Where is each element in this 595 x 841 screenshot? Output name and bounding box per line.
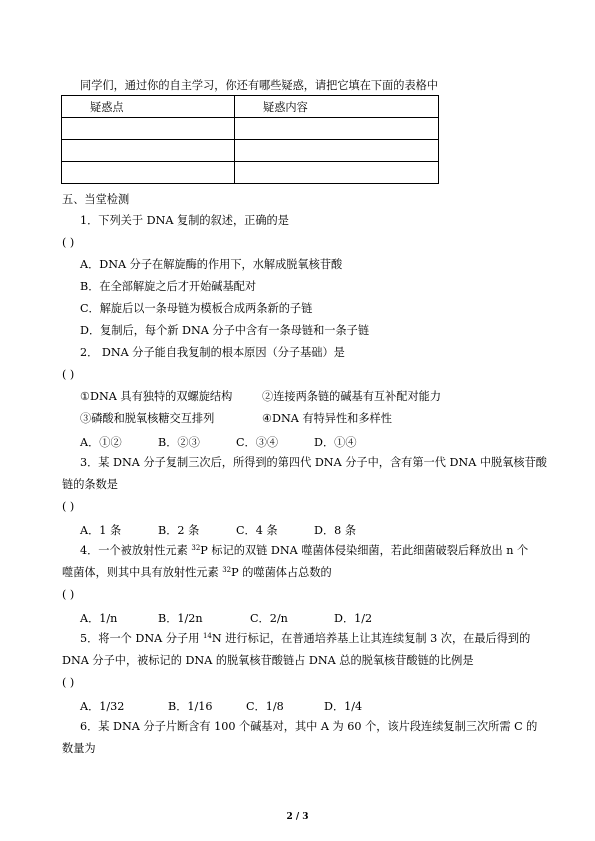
intro-text: 同学们，通过你的自主学习，你还有哪些疑惑，请把它填在下面的表格中	[80, 79, 439, 92]
q2-option-b: B．②③	[158, 436, 200, 449]
q2-item-1: ①DNA 具有独特的双螺旋结构	[80, 390, 233, 403]
table-cell[interactable]	[235, 140, 439, 162]
table-row	[62, 162, 439, 184]
q6-stem-line2: 数量为	[62, 742, 96, 755]
q5-option-b: B．1/16	[168, 700, 213, 713]
q2-item-4: ④DNA 有特异性和多样性	[262, 412, 392, 425]
q1-option-a: A．DNA 分子在解旋酶的作用下，水解成脱氧核苷酸	[80, 258, 343, 271]
q2-option-d: D．①④	[314, 436, 357, 449]
q2-item-2: ②连接两条链的碱基有互补配对能力	[262, 390, 442, 403]
table-cell[interactable]	[235, 162, 439, 184]
q5-stem-line1: 5．将一个 DNA 分子用 $^{14}$N 进行标记，在普通培养基上让其连续复制 3 次，在最后得到的	[80, 632, 531, 645]
q3-stem-line1: 3．某 DNA 分子复制三次后，所得到的第四代 DNA 分子中，含有第一代 DNA 中脱氧核苷酸	[80, 456, 547, 469]
q2-paren: ( )	[62, 368, 75, 381]
table-cell[interactable]	[62, 162, 235, 184]
superscript-32: 32	[222, 566, 232, 574]
table-row	[62, 118, 439, 140]
q3-option-d: D．8 条	[314, 524, 357, 537]
q4-stem-line2: 噬菌体，则其中具有放射性元素 $^{32}$P 的噬菌体占总数的	[62, 566, 332, 579]
q1-option-d: D．复制后，每个新 DNA 分子中含有一条母链和一条子链	[80, 324, 370, 337]
q1-option-c: C．解旋后以一条母链为模板合成两条新的子链	[80, 302, 313, 315]
section-title: 五、当堂检测	[62, 193, 130, 206]
q6-stem-line1: 6．某 DNA 分子片断含有 100 个碱基对，其中 A 为 60 个，该片段连续复制三次所需 C 的	[80, 720, 538, 733]
q4-option-d: D．1/2	[334, 612, 373, 625]
q5-stem-line2: DNA 分子中，被标记的 DNA 的脱氧核苷酸链占 DNA 总的脱氧核苷酸链的比例是	[62, 654, 474, 667]
q5-option-d: D．1/4	[324, 700, 363, 713]
superscript-32: 32	[191, 544, 201, 552]
q3-stem-line2: 链的条数是	[62, 478, 118, 491]
q3-paren: ( )	[62, 500, 75, 513]
superscript-14: 14	[202, 632, 212, 640]
table-header-cell: 疑惑内容	[235, 96, 439, 118]
q5-option-c: C．1/8	[246, 700, 284, 713]
q1-option-b: B．在全部解旋之后才开始碱基配对	[80, 280, 257, 293]
table-cell[interactable]	[62, 118, 235, 140]
q2-stem: 2． DNA 分子能自我复制的根本原因（分子基础）是	[80, 346, 345, 359]
table-cell[interactable]	[62, 140, 235, 162]
q3-option-b: B．2 条	[158, 524, 200, 537]
q4-paren: ( )	[62, 588, 75, 601]
q2-option-c: C．③④	[236, 436, 279, 449]
q2-item-3: ③磷酸和脱氧核糖交互排列	[80, 412, 215, 425]
table-cell[interactable]	[235, 118, 439, 140]
q4-option-a: A．1/n	[80, 612, 118, 625]
q3-option-a: A．1 条	[80, 524, 122, 537]
q3-option-c: C．4 条	[236, 524, 278, 537]
table-header-cell: 疑惑点	[62, 96, 235, 118]
q1-paren: ( )	[62, 236, 75, 249]
table-header-row	[62, 96, 439, 118]
q5-option-a: A．1/32	[80, 700, 125, 713]
q5-paren: ( )	[62, 676, 75, 689]
page-number: 2 / 3	[286, 812, 309, 822]
q4-stem-line1: 4．一个被放射性元素 $^{32}$P 标记的双链 DNA 噬菌体侵染细菌，若此细菌破裂后释放出 n 个	[80, 544, 529, 557]
q1-stem: 1．下列关于 DNA 复制的叙述，正确的是	[80, 214, 289, 227]
q4-option-c: C．2/n	[250, 612, 288, 625]
q2-option-a: A．①②	[80, 436, 122, 449]
q4-option-b: B．1/2n	[158, 612, 203, 625]
table-row	[62, 140, 439, 162]
doubts-table	[61, 95, 439, 184]
